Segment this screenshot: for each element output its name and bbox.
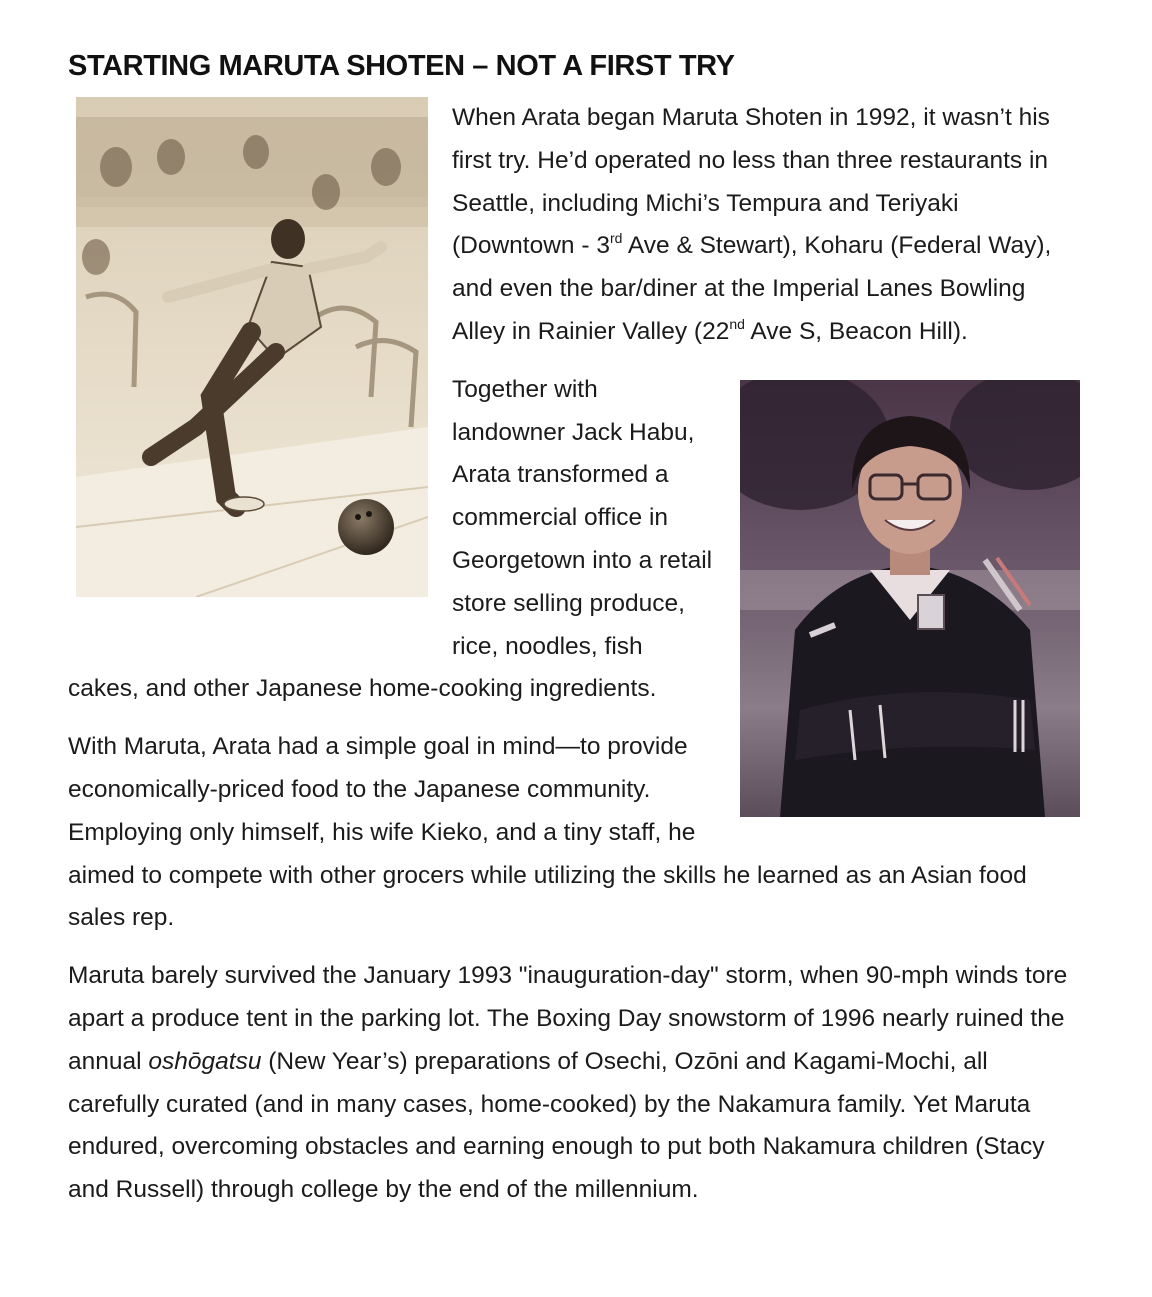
bowling-photo-image — [76, 97, 428, 597]
paragraph-storms — [68, 955, 1083, 1212]
portrait-photo-image — [740, 380, 1080, 817]
ordinal-suffix: rd — [609, 230, 623, 247]
paragraph-text: Maruta barely survived the January 1993 "inauguration-day" storm, when 90-mph winds tore apart a produce tent in the parking lot. The Boxing Day snowstorm of 1996 nearly ruined the annual — [68, 962, 1068, 1075]
paragraph-text: Ave & Stewart), Koharu (Federal Way), and even the bar/diner at the Imperial Lanes Bowling Alley in Rainier Valley (22 — [452, 232, 1052, 345]
paragraph-simple-goal: With Maruta, Arata had a simple goal in mind—to provide economically-priced food to the Japanese community. Employing only himself, his wife Kieko, and a tiny staff, he aimed to compete with other grocers while utilizing the skills he learned as an Asian food sales rep. — [68, 733, 1027, 932]
article-title: STARTING MARUTA SHOTEN – NOT A FIRST TRY — [68, 50, 735, 82]
ordinal-suffix: nd — [729, 315, 745, 332]
article — [68, 44, 1083, 1227]
paragraph-georgetown-store: Together with landowner Jack Habu, Arata transformed a commercial office in Georgetown into a retail store selling produce, rice, noodles, fish cakes, and other Japanese home-cooking ingredients. — [68, 375, 713, 703]
italic-term: oshōgatsu — [148, 1047, 262, 1075]
portrait-photo — [740, 380, 1080, 817]
paragraph-text: Ave S, Beacon Hill). — [744, 317, 968, 345]
paragraph-text: When Arata began Maruta Shoten in 1992, it wasn’t his first try. He’d operated no less than three restaurants in Seattle, including Michi’s Tempura and Teriyaki (Downtown - 3 — [452, 104, 1050, 260]
bowling-photo — [76, 97, 428, 597]
paragraph-text: (New Year’s) preparations of Osechi, Ozōni and Kagami-Mochi, all carefully curated (and in many cases, home-cooked) by the Nakamura family. Yet Maruta endured, overcoming obstacles and earning enough to put both Nakamura children (Stacy and Russell) through college by the end of the millennium. — [68, 1047, 1045, 1204]
